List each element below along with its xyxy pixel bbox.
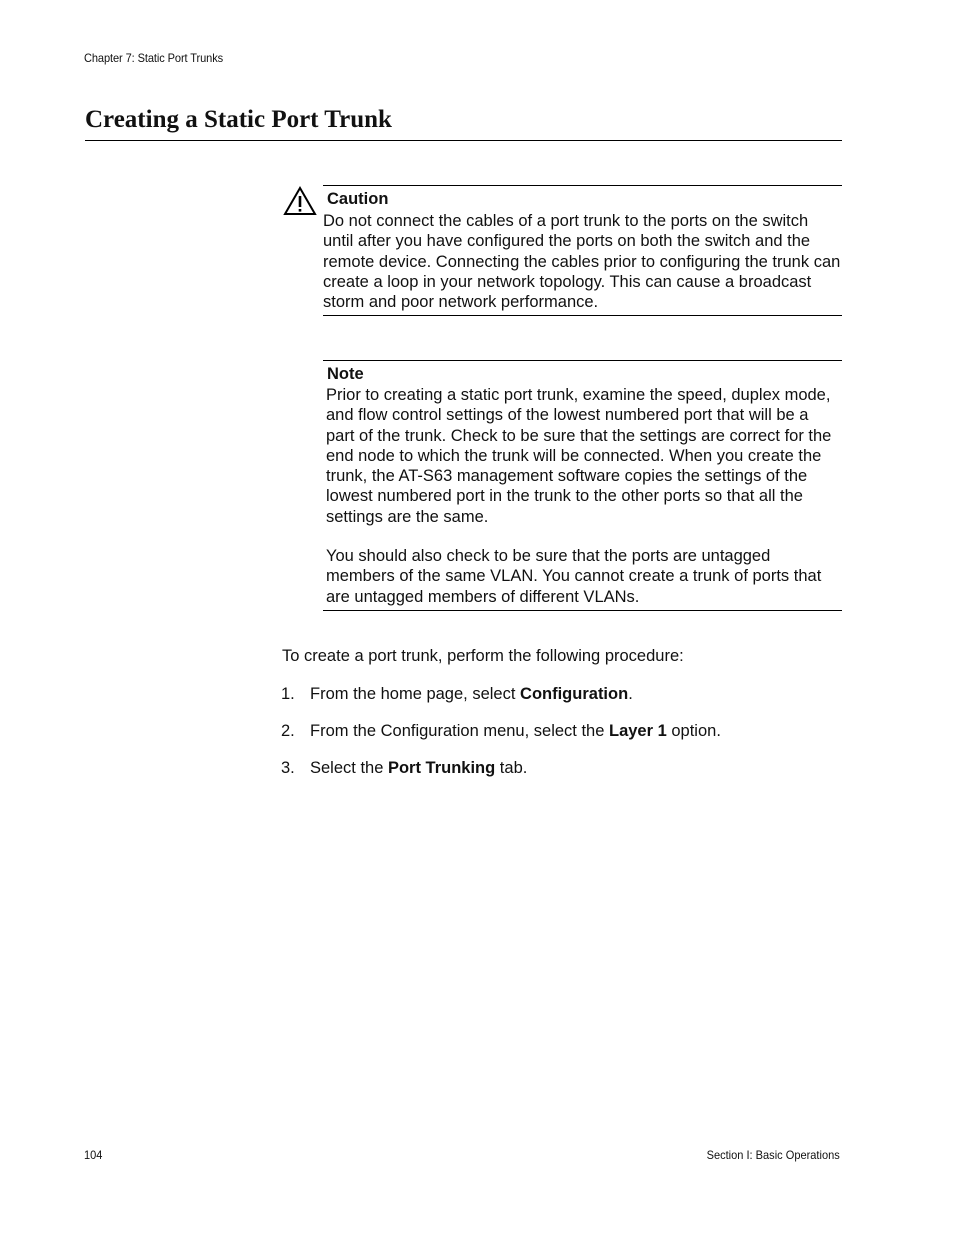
warning-triangle-icon [283, 186, 317, 216]
ui-term: Configuration [520, 685, 629, 703]
page-number: 104 [84, 1148, 103, 1162]
note-heading: Note [327, 365, 364, 383]
page-title: Creating a Static Port Trunk [85, 106, 392, 133]
title-rule [85, 140, 842, 141]
note-box [323, 360, 842, 611]
note-paragraph-2: You should also check to be sure that the ports are untagged members of the same VLAN. You cannot create a trunk of ports that are untagged members of different VLANs. [326, 547, 822, 606]
ui-term: Port Trunking [387, 759, 496, 777]
step-number: 2. [281, 722, 295, 740]
step-number: 3. [281, 759, 295, 777]
note-paragraph-1: Prior to creating a static port trunk, examine the speed, duplex mode, and flow control settings of the lowest numbered port that will be a part of the trunk. Check to be sure that the settings are correct for the end node to which the trunk will be connected. When you create the trunk, the AT-S63 management software copies the settings of the lowest numbered port in the trunk to the other ports so that all the settings are the same. [326, 386, 832, 526]
ui-term: Layer 1 [608, 722, 667, 740]
caution-body: Do not connect the cables of a port trunk to the ports on the switch until after you have configured the ports on both the switch and the remote device. Connecting the cables prior to configuring the trunk can create a loop in your network topology. This can cause a broadcast storm and poor network performance. [323, 212, 841, 312]
running-head: Chapter 7: Static Port Trunks [84, 51, 224, 65]
footer-section: Section I: Basic Operations [706, 1148, 840, 1162]
step-text: From the Configuration menu, select the Layer 1 option. [310, 722, 721, 740]
procedure-intro: To create a port trunk, perform the following procedure: [282, 647, 684, 665]
step-text: From the home page, select Configuration. [310, 685, 633, 703]
caution-box [323, 185, 842, 316]
caution-heading: Caution [327, 190, 389, 208]
step-text: Select the Port Trunking tab. [310, 759, 528, 777]
step-number: 1. [281, 685, 295, 703]
